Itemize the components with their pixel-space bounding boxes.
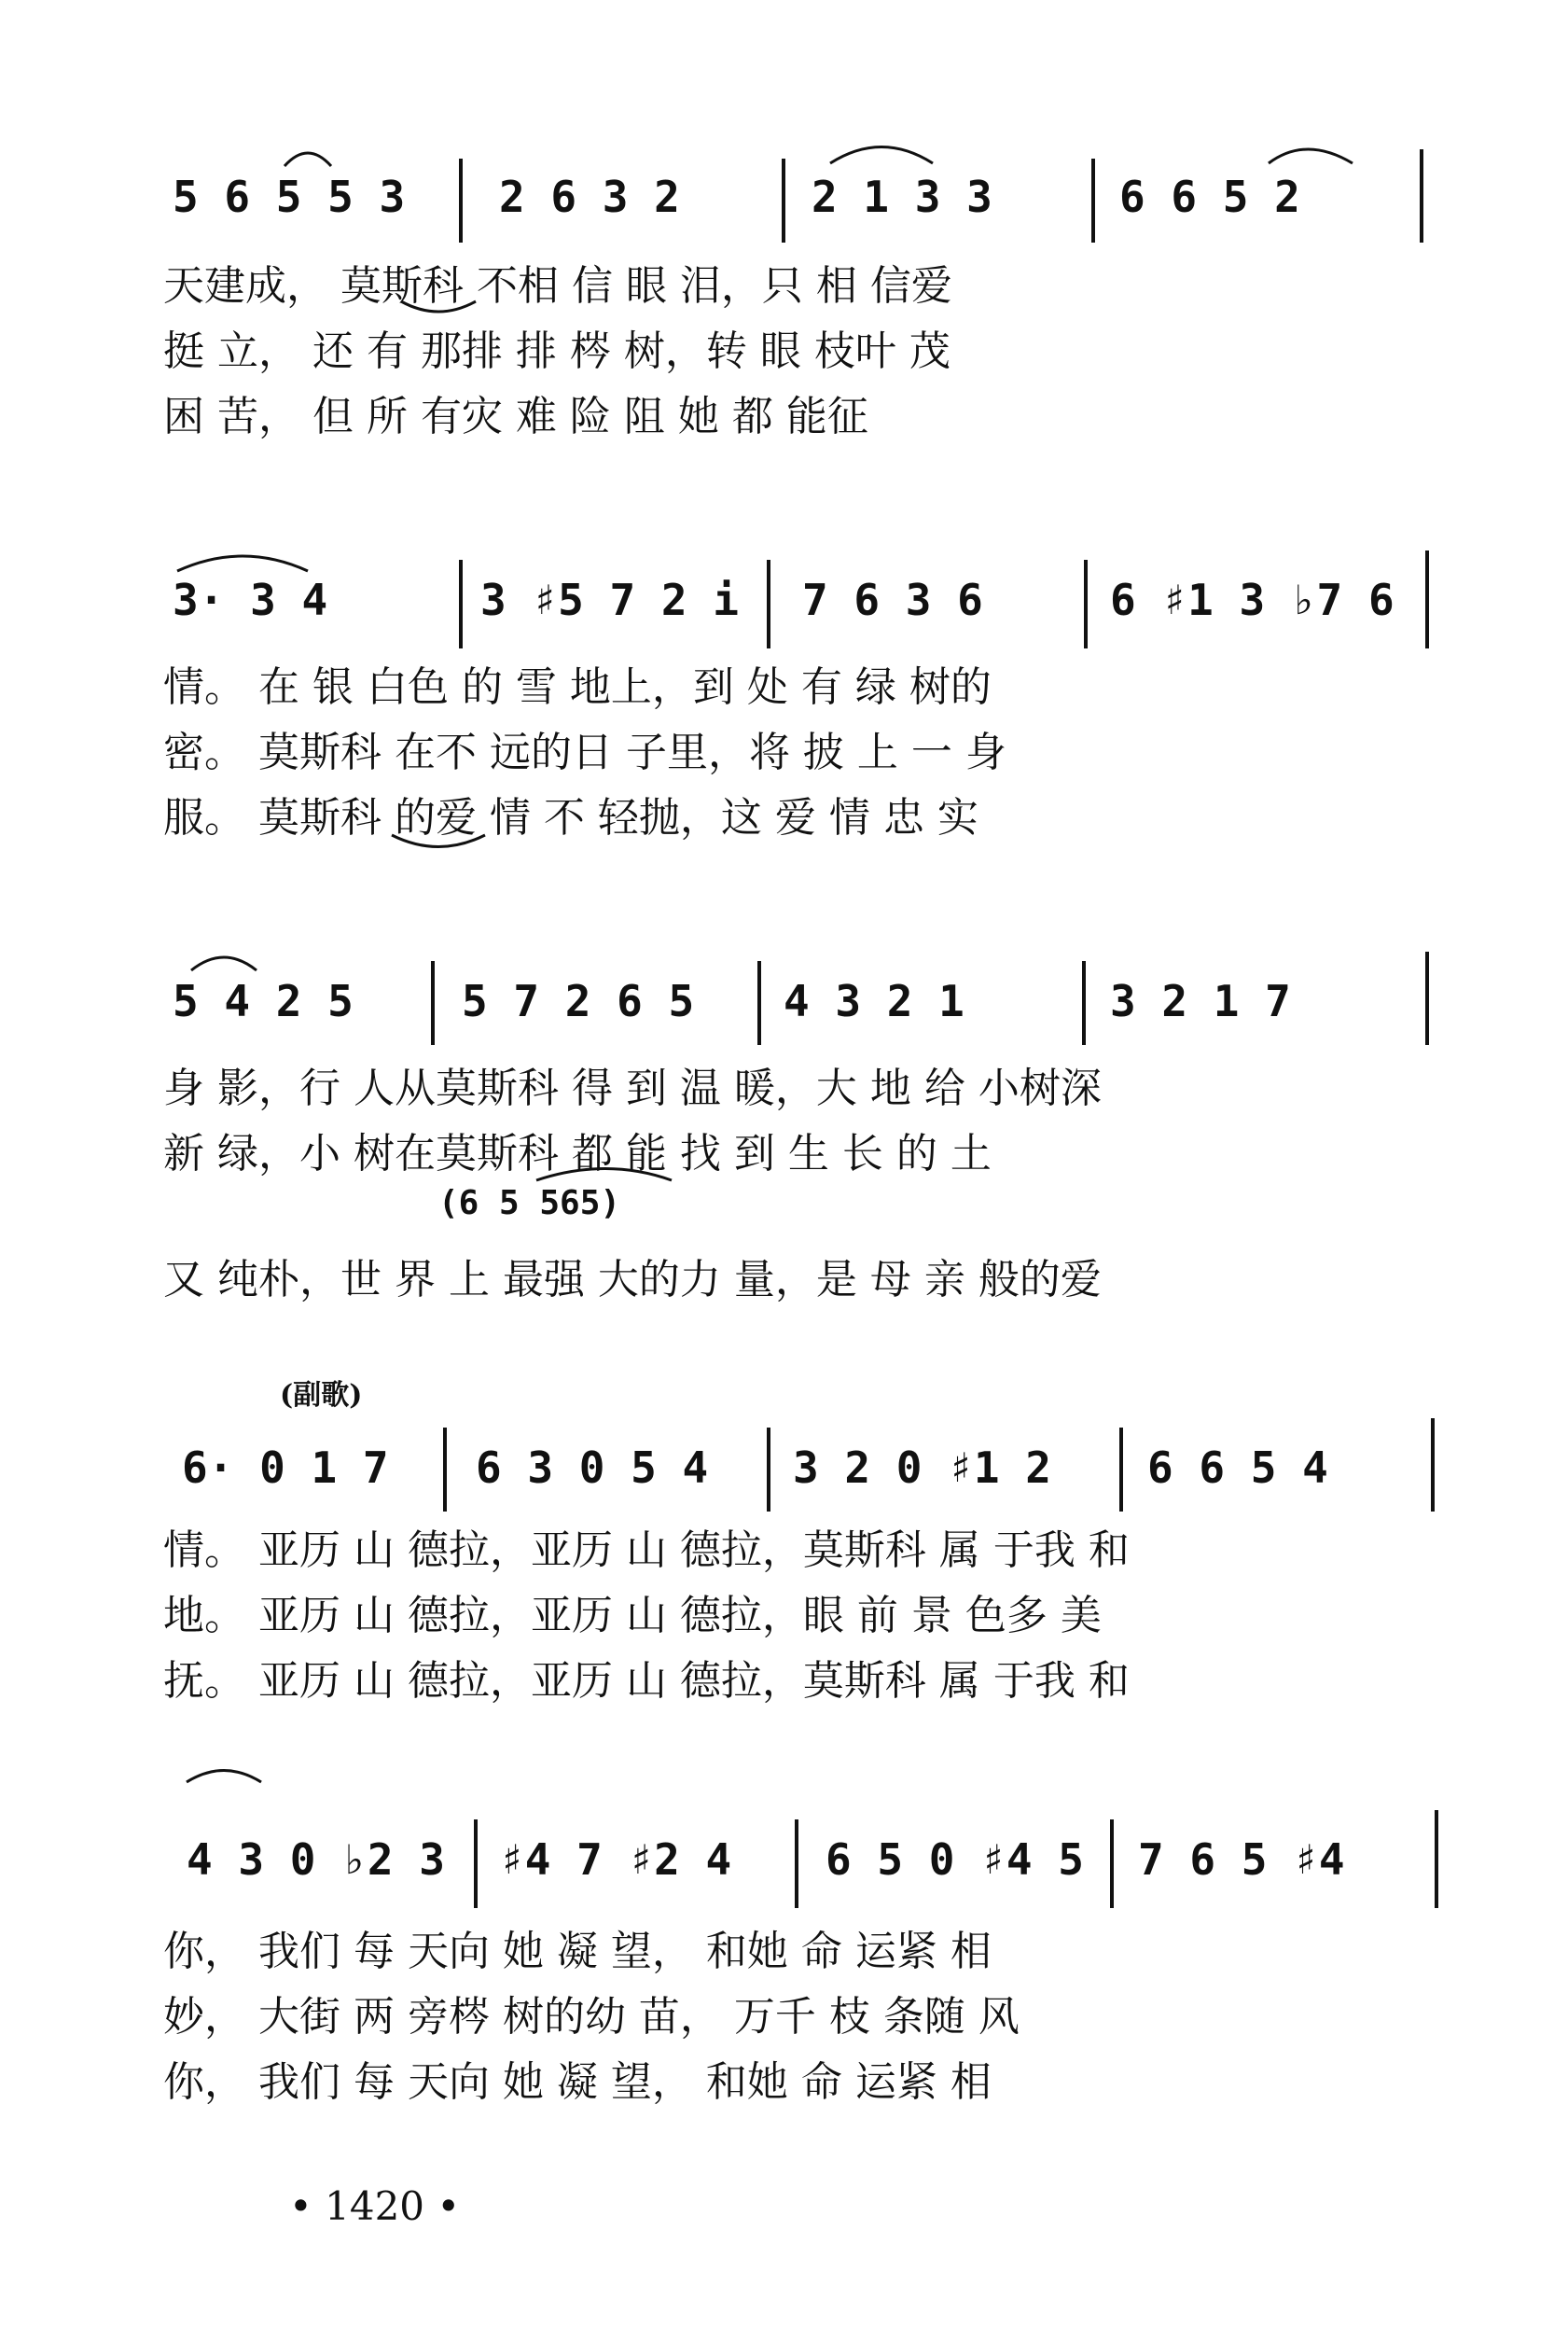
slur-arc	[1269, 149, 1353, 163]
measure-1-notes: 3· 3 4	[173, 575, 328, 625]
barline	[459, 560, 463, 648]
lyric-verse-1: 天建成， 莫斯科 不相 信 眼 泪，只 相 信爱	[163, 262, 952, 310]
slur-arc	[191, 957, 257, 970]
barline	[459, 159, 463, 243]
lyric-verse-3: 服。 莫斯科 的爱 情 不 轻抛，这 爱 情 忠 实	[163, 794, 978, 842]
measure-4-notes: 3 2 1 7	[1110, 976, 1291, 1026]
barline	[1091, 159, 1095, 243]
slur-arc	[187, 1771, 261, 1783]
barline	[474, 1819, 478, 1908]
slur-arc	[830, 147, 933, 164]
lyric-verse-3: 你， 我们 每 天向 她 凝 望， 和她 命 运紧 相	[163, 2058, 992, 2106]
lyric-verse-1: 身 影，行 人从莫斯科 得 到 温 暖，大 地 给 小树深	[163, 1065, 1102, 1112]
barline	[1435, 1810, 1438, 1908]
lyric-verse-3: 抚。 亚历 山 德拉，亚历 山 德拉，莫斯科 属 于我 和	[163, 1657, 1130, 1705]
section-label: (副歌)	[280, 1379, 363, 1412]
lyric-verse-1: 情。 在 银 白色 的 雪 地上，到 处 有 绿 树的	[163, 663, 992, 711]
measure-2-notes: ♯4 7 ♯2 4	[499, 1834, 732, 1885]
measure-1-notes: 4 3 0 ♭2 3	[187, 1834, 445, 1885]
measure-3-notes: 6 5 0 ♯4 5	[826, 1834, 1084, 1885]
barline	[1431, 1418, 1435, 1512]
measure-3-notes: 7 6 3 6	[802, 575, 983, 625]
barline	[443, 1428, 447, 1512]
lyric-verse-2: 新 绿，小 树在莫斯科 都 能 找 到 生 长 的 土	[163, 1130, 992, 1177]
alternate-notes: (6 5 565)	[438, 1184, 621, 1222]
barline	[431, 961, 435, 1045]
lyric-verse-2: 密。 莫斯科 在不 远的日 子里，将 披 上 一 身	[163, 729, 1006, 776]
measure-2-notes: 2 6 3 2	[499, 172, 680, 222]
measure-3-notes: 2 1 3 3	[812, 172, 992, 222]
page-number: • 1420 •	[289, 2183, 461, 2229]
lyric-verse-3: 又 纯朴，世 界 上 最强 大的力 量，是 母 亲 般的爱	[163, 1256, 1102, 1303]
barline	[1425, 550, 1429, 648]
barline	[1110, 1819, 1114, 1908]
measure-2-notes: 5 7 2 6 5	[462, 976, 695, 1026]
barline	[1420, 149, 1423, 243]
barline	[1119, 1428, 1123, 1512]
measure-3-notes: 4 3 2 1	[784, 976, 964, 1026]
barline	[1084, 560, 1088, 648]
measure-2-notes: 6 3 0 5 4	[476, 1442, 709, 1493]
measure-1-notes: 6· 0 1 7	[182, 1442, 389, 1493]
lyric-verse-2: 挺 立， 还 有 那排 排 梣 树，转 眼 枝叶 茂	[163, 327, 951, 375]
measure-2-notes: 3 ♯5 7 2 i	[480, 575, 739, 625]
barline	[782, 159, 785, 243]
measure-4-notes: 6 ♯1 3 ♭7 6	[1110, 575, 1395, 625]
barline	[767, 1428, 770, 1512]
barline	[795, 1819, 798, 1908]
notation-row	[0, 976, 1568, 1064]
lyric-verse-1: 情。 亚历 山 德拉，亚历 山 德拉，莫斯科 属 于我 和	[163, 1526, 1130, 1574]
slur-arc	[177, 556, 308, 571]
barline	[1082, 961, 1086, 1045]
lyric-verse-3: 困 苦， 但 所 有灾 难 险 阻 她 都 能征	[163, 393, 868, 440]
lyric-verse-1: 你， 我们 每 天向 她 凝 望， 和她 命 运紧 相	[163, 1928, 992, 1975]
notation-row	[0, 1834, 1568, 1922]
measure-4-notes: 6 6 5 4	[1147, 1442, 1328, 1493]
measure-1-notes: 5 6 5 5 3	[173, 172, 406, 222]
notation-row	[0, 575, 1568, 662]
barline	[757, 961, 761, 1045]
measure-4-notes: 7 6 5 ♯4	[1138, 1834, 1345, 1885]
measure-4-notes: 6 6 5 2	[1119, 172, 1300, 222]
barline	[767, 560, 770, 648]
lyric-verse-2: 妙， 大街 两 旁梣 树的幼 苗， 万千 枝 条随 风	[163, 1993, 1020, 2041]
measure-3-notes: 3 2 0 ♯1 2	[793, 1442, 1051, 1493]
measure-1-notes: 5 4 2 5	[173, 976, 354, 1026]
slur-arc	[284, 153, 331, 166]
lyric-verse-2: 地。 亚历 山 德拉，亚历 山 德拉，眼 前 景 色多 美	[163, 1592, 1102, 1639]
barline	[1425, 952, 1429, 1045]
